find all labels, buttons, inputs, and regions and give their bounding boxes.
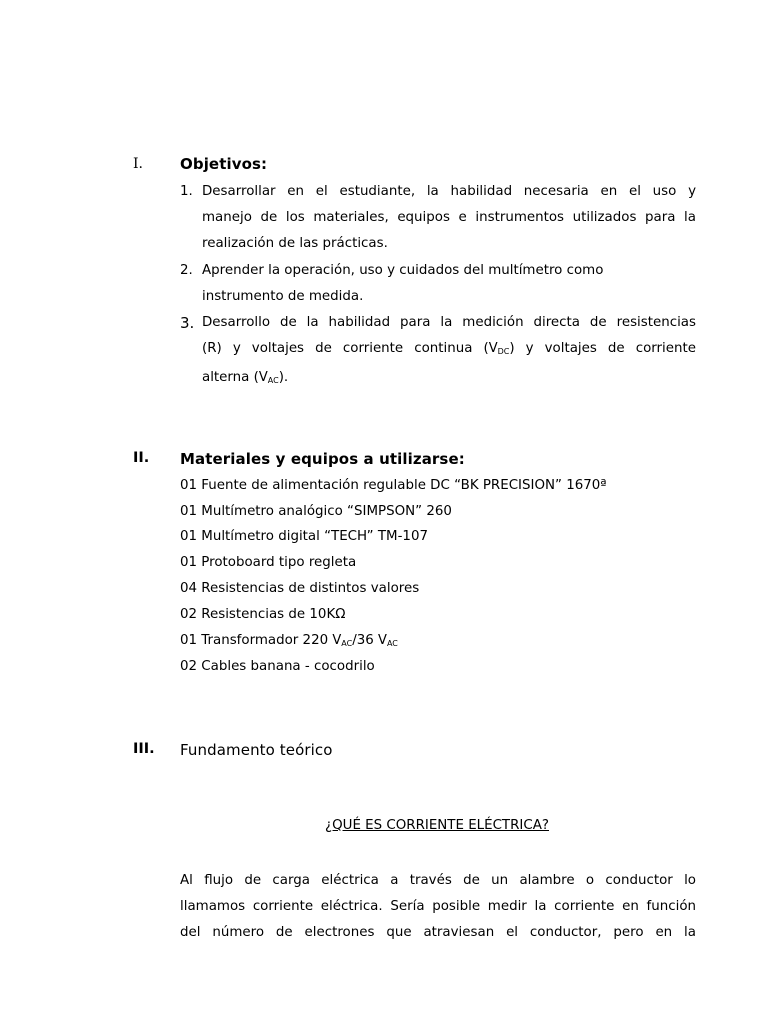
objective-item-3	[180, 310, 696, 394]
theory-subheading: ¿QUÉ ES CORRIENTE ELÉCTRICA?	[325, 818, 549, 833]
objective-1-number: 1.	[180, 184, 193, 199]
objective-3-number: 3.	[180, 314, 195, 332]
material-item-6: 02 Resistencias de 10KΩ	[180, 607, 346, 622]
paragraph-line-1: Al flujo de carga eléctrica a través de un alambre o conductor lo	[180, 873, 696, 888]
material-7-a: 01 Transformador 220	[180, 633, 333, 648]
material-item-5: 04 Resistencias de distintos valores	[180, 581, 420, 596]
objective-3-line-2-b: ) y voltajes de corriente	[509, 341, 696, 356]
ac-subscript-2: AC	[386, 639, 398, 648]
objective-3-line-2-a: (R) y voltajes de corriente continua (	[202, 341, 489, 356]
objective-3-line-3	[180, 365, 696, 394]
objective-item-1	[180, 179, 696, 257]
section-1-number: I.	[133, 156, 143, 172]
paragraph-line-2: llamamos corriente eléctrica. Sería posible medir la corriente en función	[180, 899, 696, 914]
v-ac-symbol-2: V	[378, 633, 387, 648]
section-3-number: III.	[133, 741, 155, 757]
objective-1-line-1: Desarrollar en el estudiante, la habilidad necesaria en el uso y	[202, 184, 696, 199]
objective-1-line-2: manejo de los materiales, equipos e instrumentos utilizados para la	[202, 210, 696, 225]
objective-3-line-2	[180, 336, 696, 365]
objective-1-line-3: realización de las prácticas.	[202, 236, 388, 251]
theory-paragraph	[180, 868, 696, 946]
section-3-title: Fundamento teórico	[180, 741, 333, 759]
material-item-8: 02 Cables banana - cocodrilo	[180, 659, 375, 674]
material-item-1: 01 Fuente de alimentación regulable DC “BK PRECISION” 1670ª	[180, 478, 607, 493]
material-item-2: 01 Multímetro analógico “SIMPSON” 260	[180, 504, 452, 519]
objective-3-line-1: Desarrollo de la habilidad para la medición directa de resistencias	[202, 315, 696, 330]
objective-2-line-2: instrumento de medida.	[202, 289, 364, 304]
v-dc-symbol: V	[488, 341, 498, 356]
objective-3-line-3-b: ).	[278, 370, 289, 385]
objective-3-line-3-a: alterna (	[202, 370, 259, 385]
v-ac-symbol-1: V	[332, 633, 342, 648]
material-7-mid: /36	[352, 633, 379, 648]
objective-2-line-1: Aprender la operación, uso y cuidados del multímetro como	[202, 263, 604, 278]
v-ac-symbol: V	[258, 370, 268, 385]
dc-subscript: DC	[497, 347, 510, 356]
material-item-3: 01 Multímetro digital “TECH” TM-107	[180, 529, 428, 544]
section-2-number: II.	[133, 450, 150, 466]
objective-item-2	[180, 258, 696, 310]
objective-2-number: 2.	[180, 263, 193, 278]
paragraph-line-3: del número de electrones que atraviesan el conductor, pero en la	[180, 925, 696, 940]
section-2-title: Materiales y equipos a utilizarse:	[180, 450, 465, 468]
section-1-title: Objetivos:	[180, 155, 268, 173]
ac-subscript-1: AC	[341, 639, 353, 648]
material-item-4: 01 Protoboard tipo regleta	[180, 555, 357, 570]
ac-subscript: AC	[267, 376, 279, 385]
material-item-7	[180, 628, 398, 657]
